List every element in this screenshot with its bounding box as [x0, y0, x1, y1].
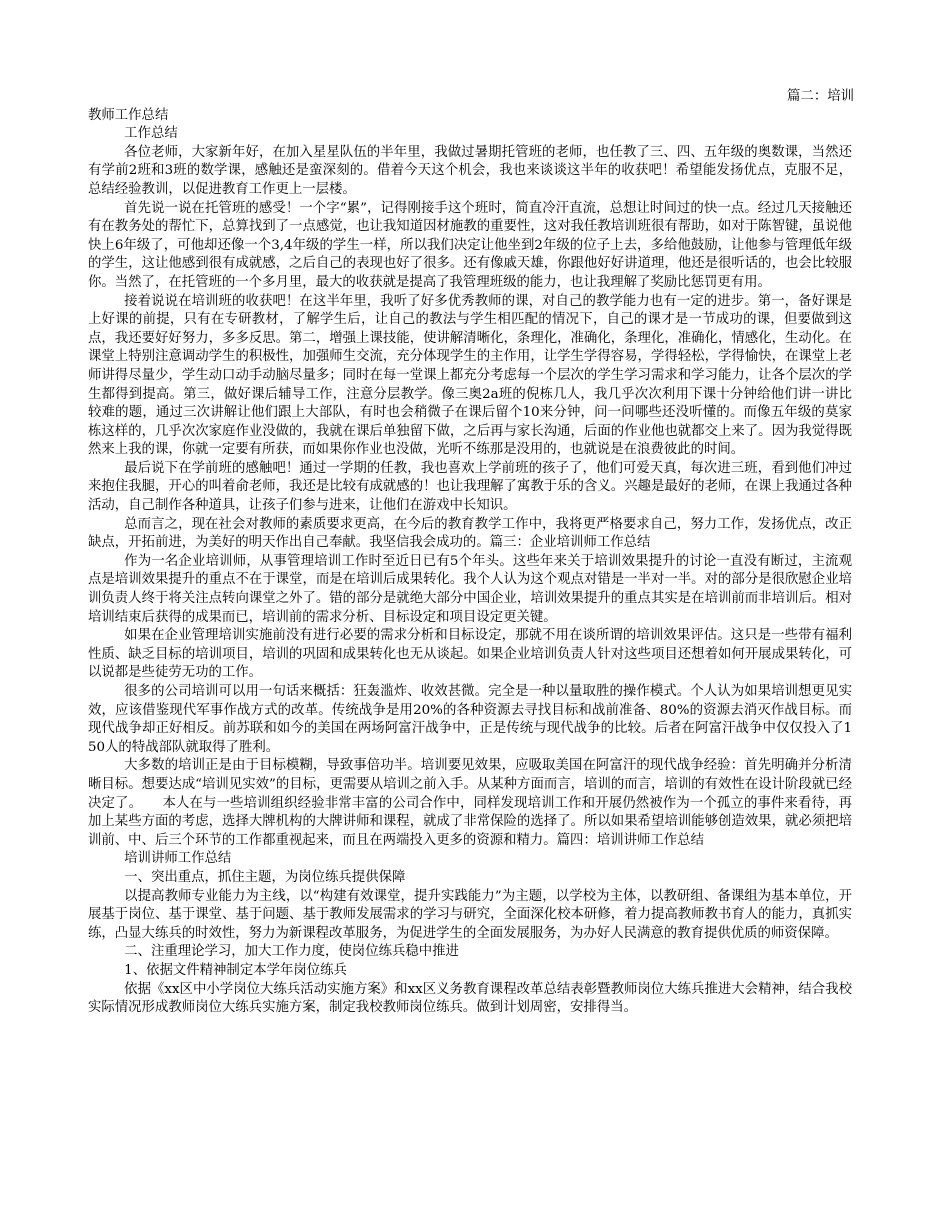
section-heading: 篇二：培训 — [787, 89, 854, 104]
paragraph: 各位老师，大家新年好，在加入星星队伍的半年里，我做过暑期托管班的老师，也任教了三、四、五年级的奥数课，当然还有学前2班和3班的数学课，感触还是蛮深刻的。借着今天这个机会，我也来谈谈这半年的收获吧！希望能发扬优点，克服不足，总结经验教训，以促进教育工作更上一层楼。 — [88, 144, 852, 197]
paragraph: 以提高教师专业能力为主线，以“构建有效课堂，提升实践能力”为主题，以学校为主体，以教研组、备课组为基本单位，开展基于岗位、基于课堂、基于问题、基于教师发展需求的学习与研究，全面深化校本研修，着力提高教师教书育人的能力，真抓实练，凸显大练兵的时效性，努力为新课程改革服务，为促进学生的全面发展服务，为办好人民满意的教育提供优质的师资保障。 — [88, 888, 852, 941]
paragraph: 很多的公司培训可以用一句话来概括：狂轰滥炸、收效甚微。完全是一种以量取胜的操作模式。个人认为如果培训想更见实效，应该借鉴现代军事作战方式的改革。传统战争是用20%的各种资源去寻找目标和战前准备、80%的资源去消灭作战目标。而现代战争却正好相反。前苏联和如今的美国在两场阿富汗战争中，正是传统与现代战争的比较。后者在阿富汗战争中仅仅投入了150人的特战部队就取得了胜利。 — [88, 684, 852, 755]
paragraph: 教师工作总结 — [88, 107, 169, 123]
paragraph: 培训讲师工作总结 — [124, 851, 232, 867]
paragraph: 如果在企业管理培训实施前没有进行必要的需求分析和目标设定，那就不用在谈所谓的培训效果评估。这只是一些带有福利性质、缺乏目标的培训项目，培训的巩固和成果转化也无从谈起。如果企业培训负责人针对这些项目还想着如何开展成果转化，可以说都是些徒劳无功的工作。 — [88, 628, 852, 681]
paragraph: 接着说说在培训班的收获吧！在这半年里，我听了好多优秀教师的课，对自己的教学能力也有一定的进步。第一，备好课是上好课的前提，只有在专研教材，了解学生后，让自己的教法与学生相匹配的情况下，自己的课才是一节成功的课，但要做到这点，我还要好好努力，多多反思。第二，增强上课技能，使讲解清晰化，条理化，准确化，条理化，准确化，情感化，生动化。在课堂上特别注意调动学生的积极性，加强师生交流，充分体现学生的主作用，让学生学得容易，学得轻松，学得愉快，在课堂上老师讲得尽量少，学生动口动手动脑尽量多；同时在每一堂课上都充分考虑每一个层次的学生学习需求和学习能力，让各个层次的学生都得到提高。第三，做好课后辅导工作，注意分层教学。像三奥2a班的倪栋几人，我几乎次次利用下课十分钟给他们讲一讲比较难的题，通过三次讲解让他们跟上大部队，有时也会稍微子在课后留个10来分钟，问一问哪些还没听懂的。而像五年级的莫家栋这样的，几乎次次家庭作业没做的，我就在课后单独留下做，之后再与家长沟通，后面的作业他也就都交上来了。因为我觉得既然来上我的课，你就一定要有所获，而如果你作业也没做，光听不练那是没用的，也就说是在浪费彼此的时间。 — [88, 293, 852, 458]
paragraph: 工作总结 — [124, 126, 178, 142]
paragraph: 大多数的培训正是由于目标模糊，导致事倍功半。培训要见效果，应吸取美国在阿富汗的现代战争经验：首先明确并分析清晰目标。想要达成“培训见实效”的目标，更需要从培训之前入手。从某种方面而言，培训的而言，培训的有效性在设计阶段就已经决定了。 本人在与一些培训组织经验非常丰富的公司合作中，同样发现培训工作和开展仍然被作为一个孤立的事件来看待，再加上某些方面的考虑，选择大牌机构的大牌讲师和课程，就成了非常保险的选择了。所以如果希望培训能够创造效果，就必须把培训前、中、后三个环节的工作都重视起来，而且在两端投入更多的资源和精力。篇四：培训讲师工作总结 — [88, 758, 852, 848]
paragraph: 依据《xx区中小学岗位大练兵活动实施方案》和xx区义务教育课程改革总结表彰暨教师岗位大练兵推进大会精神，结合我校实际情况形成教师岗位大练兵实施方案，制定我校教师岗位练兵。做到计划周密，安排得当。 — [88, 981, 852, 1016]
document-page — [88, 88, 852, 1018]
paragraph: 二、注重理论学习，加大工作力度，使岗位练兵稳中推进 — [124, 944, 459, 960]
paragraph: 总而言之，现在社会对教师的素质要求更高，在今后的教育教学工作中，我将更严格要求自己，努力工作，发扬优点，改正缺点，开拓前进，为美好的明天作出自己奉献。我坚信我会成功的。篇三：企业培训师工作总结 — [88, 516, 852, 551]
paragraph: 首先说一说在托管班的感受！一个字“累”，记得刚接手这个班时，简直冷汗直流，总想让时间过的快一点。经过几天接触还有在教务处的帮忙下，总算找到了一点感觉，也让我知道因材施教的重要性，这对我任教培训班很有帮助，如对于陈智键，虽说他快上6年级了，可他却还像一个3,4年级的学生一样，所以我们决定让他坐到2年级的位子上去，多给他鼓励，让他参与管理低年级的学生，这让他感到很有成就感，之后自己的表现也好了很多。还有像戚天雄，你跟他好好讲道理，他还是很听话的，也会比较服你。当然了，在托管班的一个多月里，最大的收获就是提高了我管理班级的能力，也让我理解了奖励比惩罚更有用。 — [88, 200, 852, 290]
document-body — [88, 107, 852, 1018]
paragraph: 最后说下在学前班的感触吧！通过一学期的任教，我也喜欢上学前班的孩子了，他们可爱天真，每次进三班，看到他们冲过来抱住我腿，开心的叫着俞老师，我还是比较有成就感的！也让我理解了寓教于乐的含义。兴趣是最好的老师，在课上我通过各种活动，自己制作各种道具，让孩子们参与进来，让他们在游戏中长知识。 — [88, 460, 852, 514]
paragraph: 作为一名企业培训师，从事管理培训工作时至近日已有5个年头。这些年来关于培训效果提升的讨论一直没有断过，主流观点是培训效果提升的重点不在于课堂，而是在培训后成果转化。我个人认为这个观点对错是一半对一半。对的部分是很欣慰企业培训负责人终于将关注点转向课堂之外了。错的部分是就绝大部分中国企业，培训效果提升的重点其实是在培训前而非培训后。相对培训结束后获得的成果而已，培训前的需求分析、目标设定和项目设定更关键。 — [88, 553, 852, 625]
paragraph: 一、突出重点，抓住主题，为岗位练兵提供保障 — [124, 869, 406, 885]
paragraph: 1、依据文件精神制定本学年岗位练兵 — [124, 962, 347, 978]
